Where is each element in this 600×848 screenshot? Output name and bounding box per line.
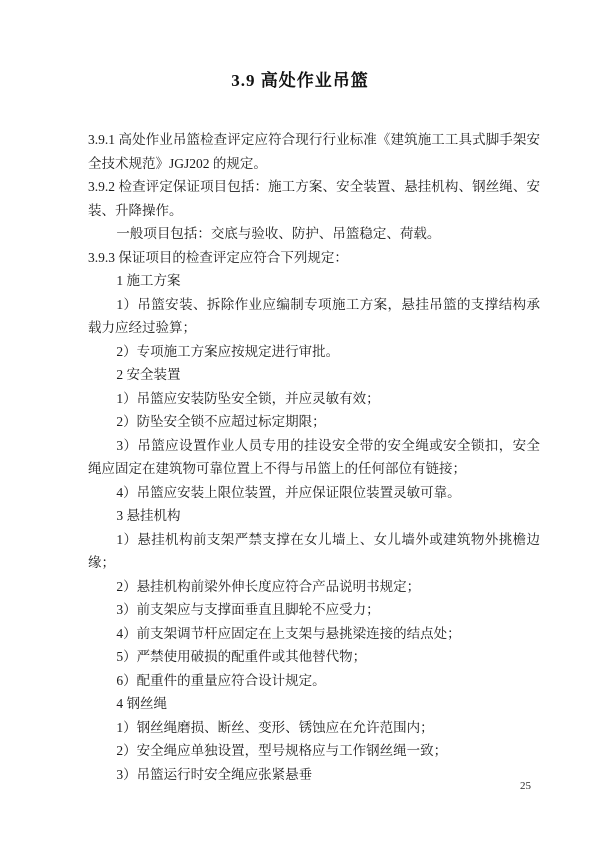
section-heading-safety-devices: 2 安全装置 [116,367,181,382]
section-heading-wire-rope: 4 钢丝绳 [116,696,167,711]
general-items-note: 一般项目包括：交底与验收、防护、吊篮稳定、荷载。 [116,226,441,241]
item-suspension-3: 3）前支架应与支撑面垂直且脚轮不应受力； [116,602,380,617]
item-wire-rope-3: 3）吊篮运行时安全绳应张紧悬垂 [116,766,313,782]
page-number: 25 [520,780,531,792]
item-safety-4: 4）吊篮应安装上限位装置，并应保证限位装置灵敏可靠。 [116,484,461,500]
item-safety-1: 1）吊篮应安装防坠安全锁，并应灵敏有效； [116,390,380,406]
page-title: 3.9 高处作业吊篮 [231,71,369,90]
section-heading-suspension-mechanism: 3 悬挂机构 [116,508,181,523]
item-suspension-1: 1）悬挂机构前支架严禁支撑在女儿墙上、女儿墙外或建筑物外挑檐边缘； [88,531,540,570]
clause-3-9-3: 3.9.3 保证项目的检查评定应符合下列规定： [88,249,348,265]
document-body [88,128,540,786]
item-safety-3: 3）吊篮应设置作业人员专用的挂设安全带的安全绳或安全锁扣，安全绳应固定在建筑物可靠位置上不得与吊篮上的任何部位有链接； [88,437,540,476]
item-suspension-6: 6）配重件的重量应符合设计规定。 [116,672,326,688]
item-plan-2: 2）专项施工方案应按规定进行审批。 [116,343,340,359]
item-plan-1: 1）吊篮安装、拆除作业应编制专项施工方案，悬挂吊篮的支撑结构承载力应经过验算； [88,296,540,335]
item-safety-2: 2）防坠安全锁不应超过标定期限； [116,414,326,429]
item-wire-rope-2: 2）安全绳应单独设置，型号规格应与工作钢丝绳一致； [116,743,448,758]
clause-3-9-2: 3.9.2 检查评定保证项目包括：施工方案、安全装置、悬挂机构、钢丝绳、安装、升降操作。 [88,179,540,218]
item-suspension-4: 4）前支架调节杆应固定在上支架与悬挑梁连接的结点处； [116,625,461,641]
item-wire-rope-1: 1）钢丝绳磨损、断丝、变形、锈蚀应在允许范围内； [116,719,434,735]
section-heading-construction-plan: 1 施工方案 [116,273,181,288]
clause-3-9-1: 3.9.1 高处作业吊篮检查评定应符合现行行业标准《建筑施工工具式脚手架安全技术规范》JGJ202 的规定。 [88,132,540,171]
item-suspension-5: 5）严禁使用破损的配重件或其他替代物； [116,649,367,664]
item-suspension-2: 2）悬挂机构前梁外伸长度应符合产品说明书规定； [116,578,421,594]
